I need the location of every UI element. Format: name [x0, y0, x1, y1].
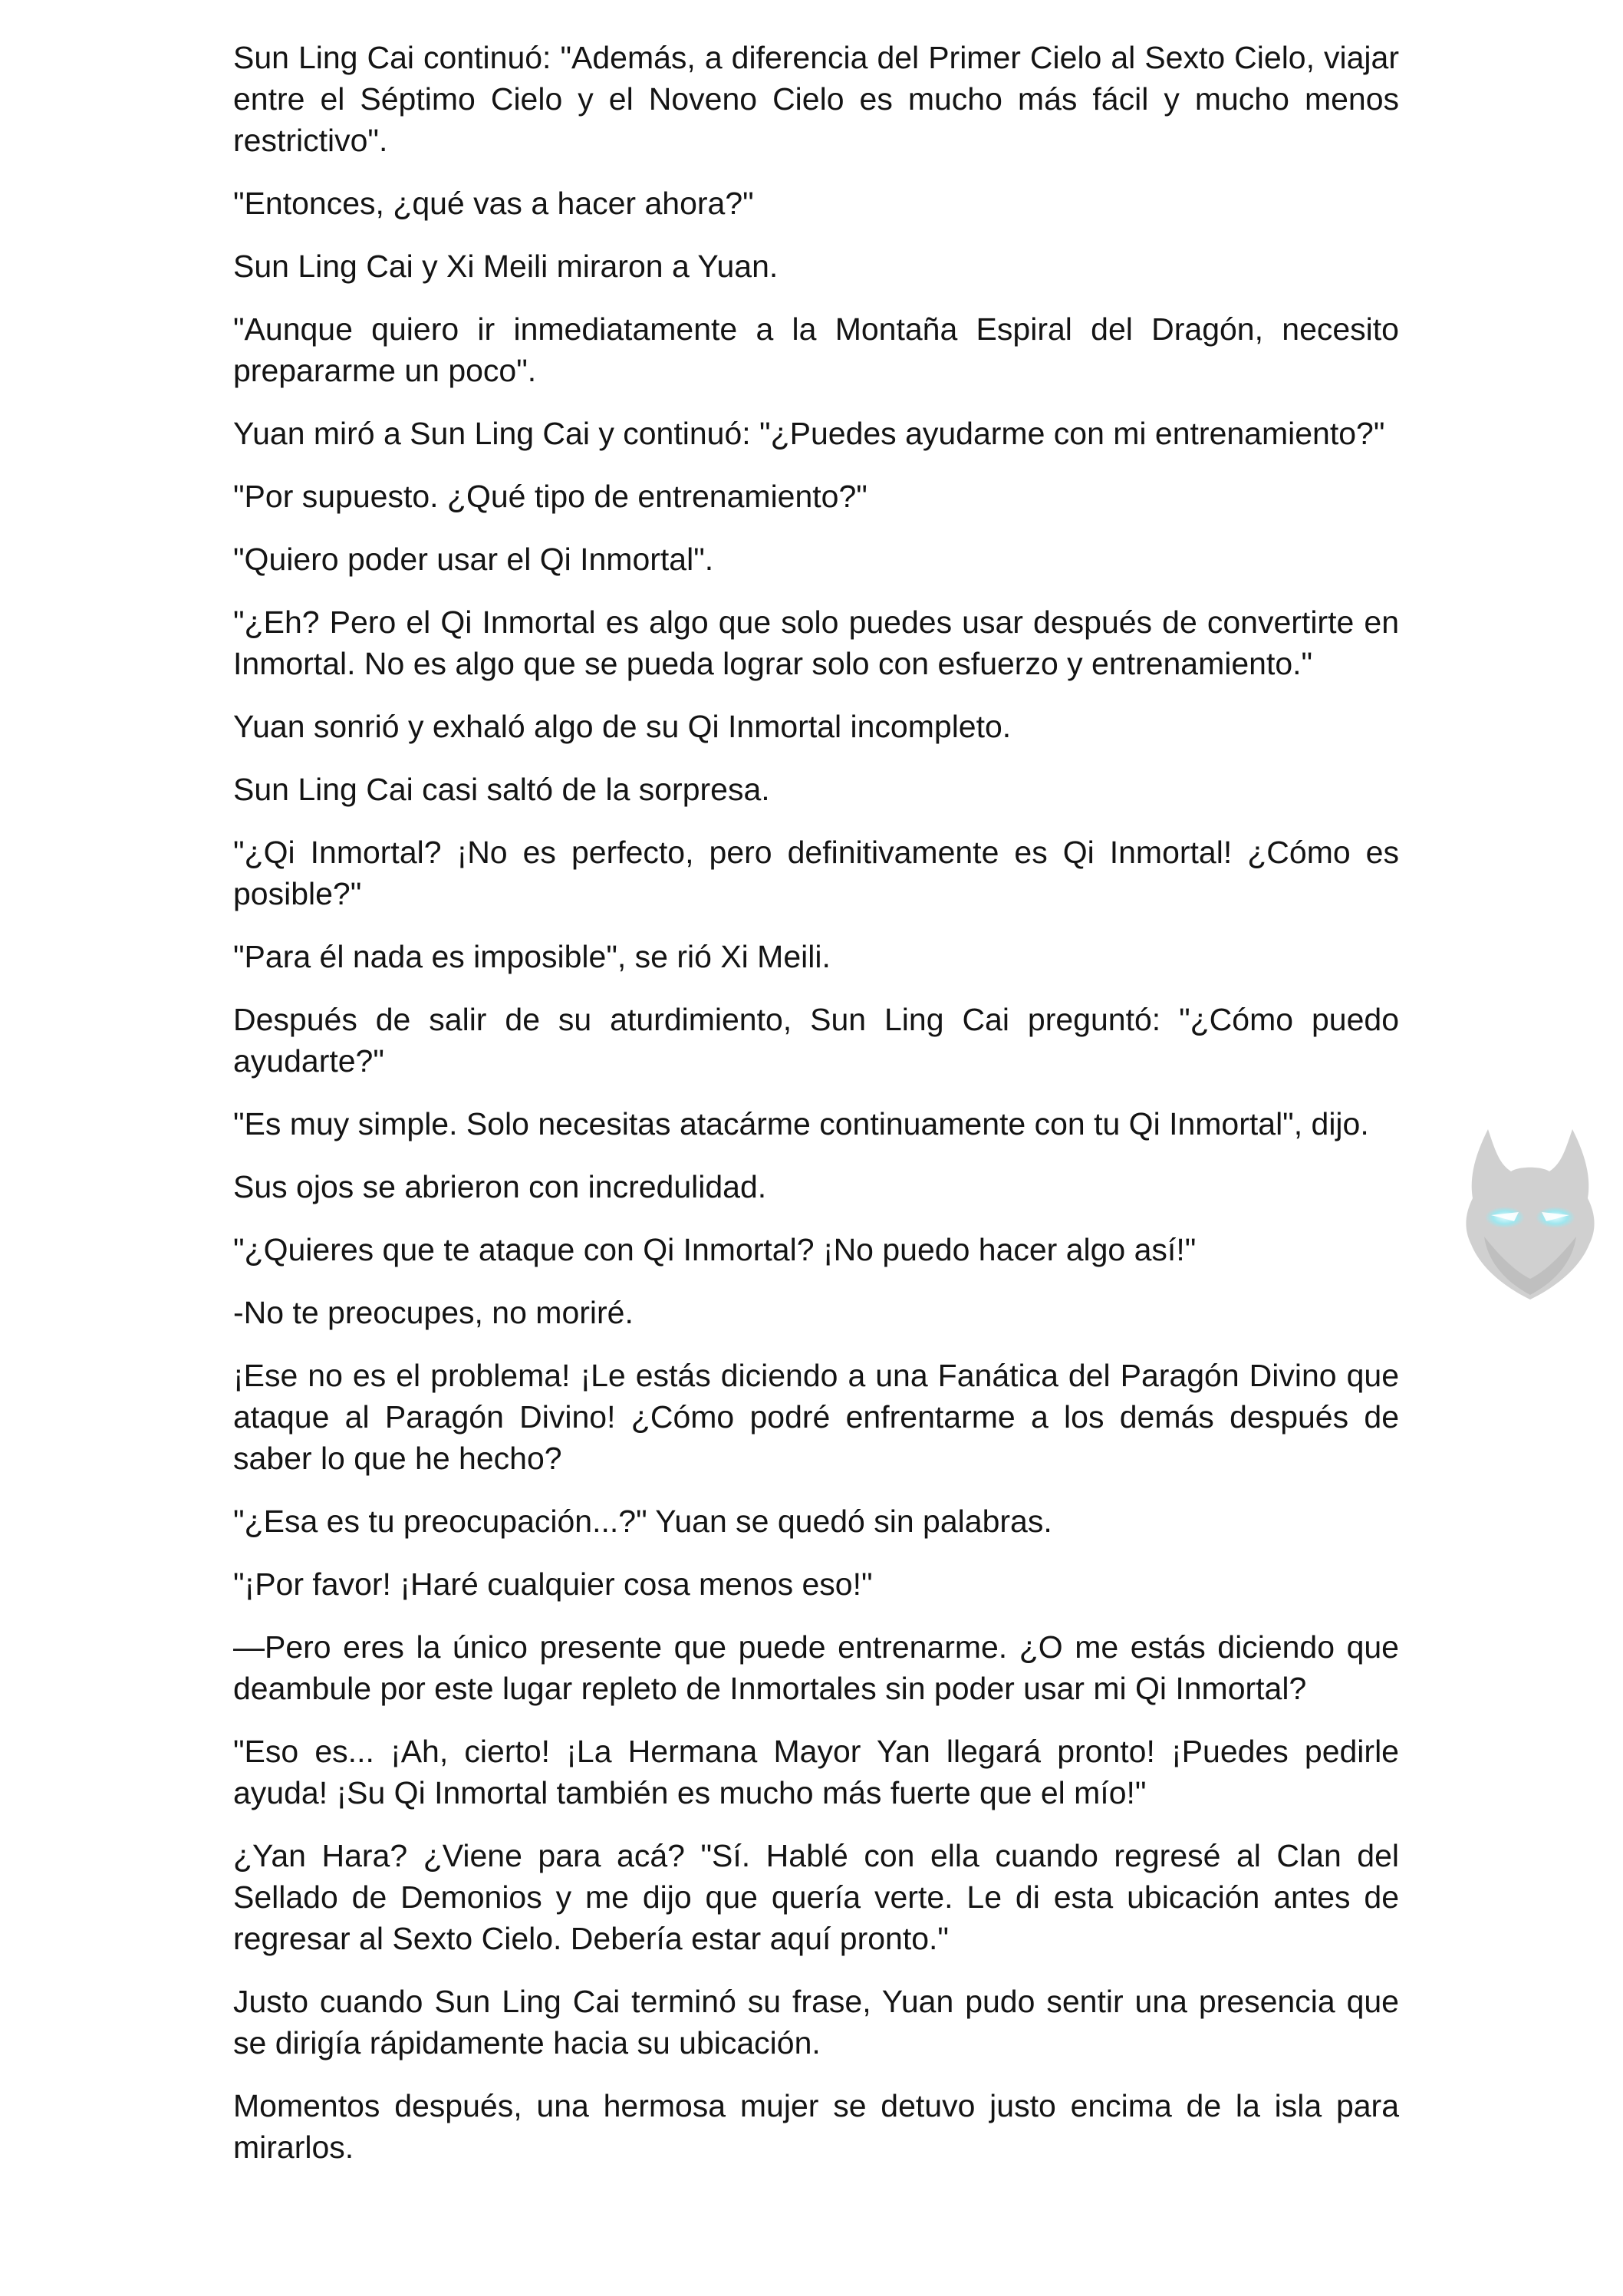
demon-head-icon — [1457, 1122, 1603, 1306]
paragraph: "¿Qi Inmortal? ¡No es perfecto, pero definitivamente es Qi Inmortal! ¿Cómo es posible?" — [233, 835, 1399, 911]
paragraph: "Para él nada es imposible", se rió Xi Meili. — [233, 939, 831, 974]
paragraph: —Pero eres la único presente que puede entrenarme. ¿O me estás diciendo que deambule por este lugar repleto de Inmortales sin poder usar mi Qi Inmortal? — [233, 1629, 1399, 1706]
paragraph: "Entonces, ¿qué vas a hacer ahora?" — [233, 186, 754, 221]
paragraph: Momentos después, una hermosa mujer se detuvo justo encima de la isla para mirarlos. — [233, 2088, 1399, 2165]
paragraph: Después de salir de su aturdimiento, Sun Ling Cai preguntó: "¿Cómo puedo ayudarte?" — [233, 1002, 1399, 1079]
document-body — [233, 37, 1399, 2189]
paragraph: Sun Ling Cai casi saltó de la sorpresa. — [233, 772, 770, 807]
paragraph: "Aunque quiero ir inmediatamente a la Montaña Espiral del Dragón, necesito prepararme un poco". — [233, 311, 1399, 388]
paragraph: Yuan sonrió y exhaló algo de su Qi Inmortal incompleto. — [233, 709, 1012, 744]
paragraph: "Por supuesto. ¿Qué tipo de entrenamiento?" — [233, 479, 867, 514]
paragraph: Justo cuando Sun Ling Cai terminó su frase, Yuan pudo sentir una presencia que se dirigía rápidamente hacia su ubicación. — [233, 1984, 1399, 2060]
paragraph: "Quiero poder usar el Qi Inmortal". — [233, 542, 714, 577]
paragraph: -No te preocupes, no moriré. — [233, 1295, 634, 1330]
paragraph: "¿Quieres que te ataque con Qi Inmortal? ¡No puedo hacer algo así!" — [233, 1232, 1197, 1267]
paragraph: Sun Ling Cai continuó: "Además, a diferencia del Primer Cielo al Sexto Cielo, viajar entre el Séptimo Cielo y el Noveno Cielo es mucho más fácil y mucho menos restrictivo". — [233, 40, 1399, 158]
paragraph: Yuan miró a Sun Ling Cai y continuó: "¿Puedes ayudarme con mi entrenamiento?" — [233, 416, 1385, 451]
paragraph: ¿Yan Hara? ¿Viene para acá? "Sí. Hablé con ella cuando regresé al Clan del Sellado de Demonios y me dijo que quería verte. Le di esta ubicación antes de regresar al Sexto Cielo. Debería estar aquí pronto." — [233, 1838, 1399, 1956]
paragraph: "Eso es... ¡Ah, cierto! ¡La Hermana Mayor Yan llegará pronto! ¡Puedes pedirle ayuda! ¡Su Qi Inmortal también es mucho más fuerte que el mío!" — [233, 1734, 1399, 1810]
paragraph: "¡Por favor! ¡Haré cualquier cosa menos eso!" — [233, 1566, 873, 1602]
paragraph: ¡Ese no es el problema! ¡Le estás diciendo a una Fanática del Paragón Divino que ataque al Paragón Divino! ¿Cómo podré enfrentarme a los demás después de saber lo que he hecho? — [233, 1358, 1399, 1476]
paragraph: "¿Eh? Pero el Qi Inmortal es algo que solo puedes usar después de convertirte en Inmortal. No es algo que se pueda lograr solo con esfuerzo y entrenamiento." — [233, 604, 1399, 681]
paragraph: "¿Esa es tu preocupación...?" Yuan se quedó sin palabras. — [233, 1504, 1052, 1539]
paragraph: Sus ojos se abrieron con incredulidad. — [233, 1169, 767, 1204]
paragraph: "Es muy simple. Solo necesitas atacárme continuamente con tu Qi Inmortal", dijo. — [233, 1106, 1369, 1141]
paragraph: Sun Ling Cai y Xi Meili miraron a Yuan. — [233, 249, 779, 284]
